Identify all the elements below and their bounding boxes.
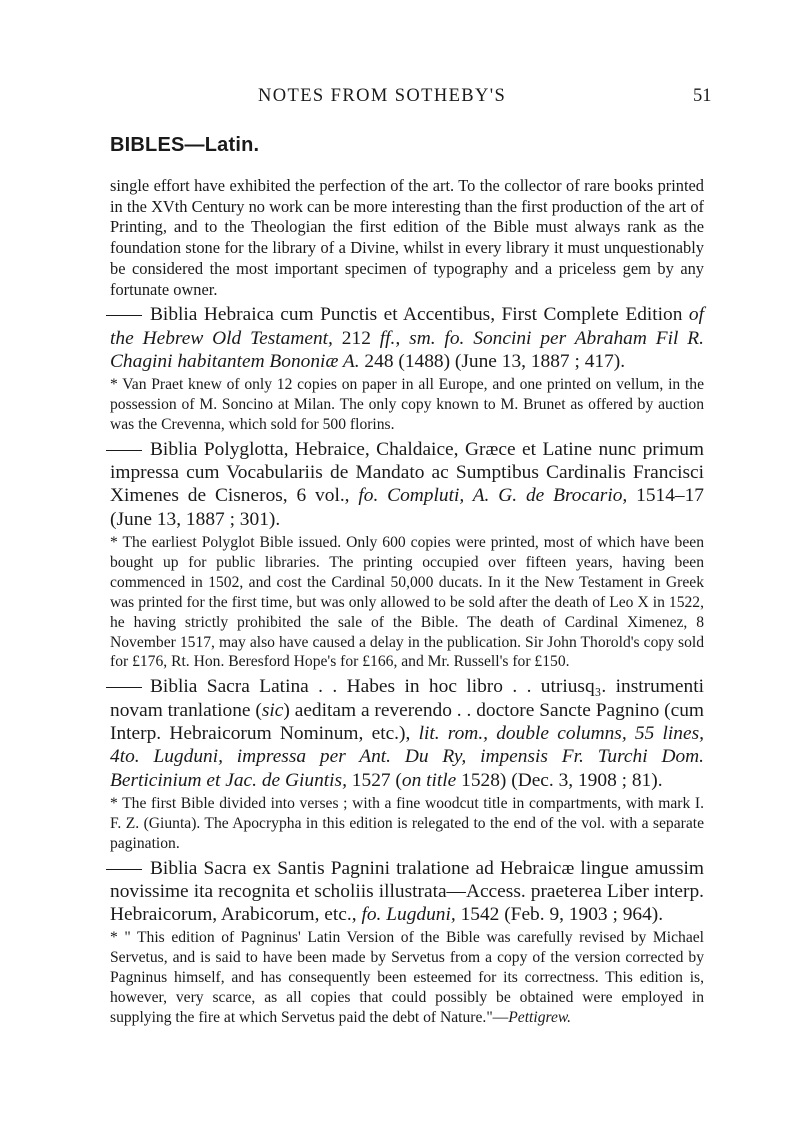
entry-note: * The earliest Polyglot Bible issued. Only 600 copies were printed, most of which have been bought up for public libraries. The printing occupied over fifteen years, having been commenced in 1502, and cost the Cardinal 50,000 ducats. In it the New Testament in Greek was printed for the first time, but was only allowed to be sold after the death of Leo X in 1522, he having strictly prohibited the sale of the Bible. The death of Cardinal Ximenez, 8 November 1517, may also have caused a delay in the publication. Sir John Thorold's copy sold for £176, Rt. Hon. Beresford Hope's for £166, and Mr. Russell's for £150.: [110, 534, 704, 671]
entry-heading: Biblia Sacra ex Santis Pagnini tralatione ad Hebraicæ lingue amussim novissime ita recognita et scholiis illustrata—Access. praeterea Liber interp. Hebraicorum, Arabicorum, etc., fo. Lugduni, 1542 (Feb. 9, 1903 ; 964).: [110, 857, 704, 927]
running-head: [0, 86, 800, 110]
bible-entry-sacra-latina: [110, 675, 704, 853]
entry-note: * Van Praet knew of only 12 copies on paper in all Europe, and one printed on vellum, in the possession of M. Soncino at Milan. The only copy known to M. Brunet as offered by auction was the Crevenna, which sold for 500 florins.: [110, 376, 704, 433]
page-number: 51: [693, 86, 712, 106]
bible-entry-polyglotta: [110, 438, 704, 673]
entry-note: * " This edition of Pagninus' Latin Version of the Bible was carefully revised by Michael Servetus, and is said to have been made by Servetus from a copy of the version corrected by Pagninus himself, and has consequently been esteemed for its correctness. This edition is, however, very scarce, as all copies that could possibly be obtained were employed in supplying the fire at which Servetus paid the debt of Nature."—Pettigrew.: [110, 929, 704, 1027]
entry-heading: Biblia Polyglotta, Hebraice, Chaldaice, Græce et Latine nunc primum impressa cum Vocabulariis de Mandato ac Sumptibus Cardinalis Francisci Ximenes de Cisneros, 6 vol., fo. Compluti, A. G. de Brocario, 1514–17 (June 13, 1887 ; 301).: [110, 438, 704, 531]
running-title: NOTES FROM SOTHEBY'S: [258, 86, 507, 106]
entry-note: * The first Bible divided into verses ; with a fine woodcut title in compartments, with mark I. F. Z. (Giunta). The Apocrypha in this edition is relegated to the end of the vol. with a separate pagination.: [110, 794, 704, 852]
bible-entry-hebraica: [110, 303, 704, 435]
page-body: [110, 176, 704, 1030]
ditto-dash: [106, 687, 142, 688]
ditto-dash: [106, 450, 142, 451]
entry-heading: Biblia Sacra Latina . . Habes in hoc libro . . utriusq₃. instrumenti novam tranlatione (sic) aeditam a reverendo . . doctore Sancte Pagnino (cum Interp. Hebraicorum Nominum, etc.), lit. rom., double columns, 55 lines, 4to. Lugduni, impressa per Ant. Du Ry, impensis Fr. Turchi Dom. Berticinium et Jac. de Giuntis, 1527 (on title 1528) (Dec. 3, 1908 ; 81).: [110, 675, 704, 791]
section-heading: BIBLES—Latin.: [110, 134, 260, 156]
ditto-dash: [106, 315, 142, 316]
intro-paragraph: single effort have exhibited the perfection of the art. To the collector of rare books printed in the XVth Century no work can be more interesting than the first production of the art of Printing, and to the Theologian the first edition of the Bible must always rank as the foundation stone for the library of a Divine, whilst in every library it must unquestionably be considered the most important specimen of typography and a priceless gem by any fortunate owner.: [110, 176, 704, 299]
bible-entry-pagnini: [110, 857, 704, 1028]
entry-heading: Biblia Hebraica cum Punctis et Accentibus, First Complete Edition of the Hebrew Old Testament, 212 ff., sm. fo. Soncini per Abraham Fil R. Chagini habitantem Bononiæ A. 248 (1488) (June 13, 1887 ; 417).: [110, 303, 704, 373]
ditto-dash: [106, 869, 142, 870]
